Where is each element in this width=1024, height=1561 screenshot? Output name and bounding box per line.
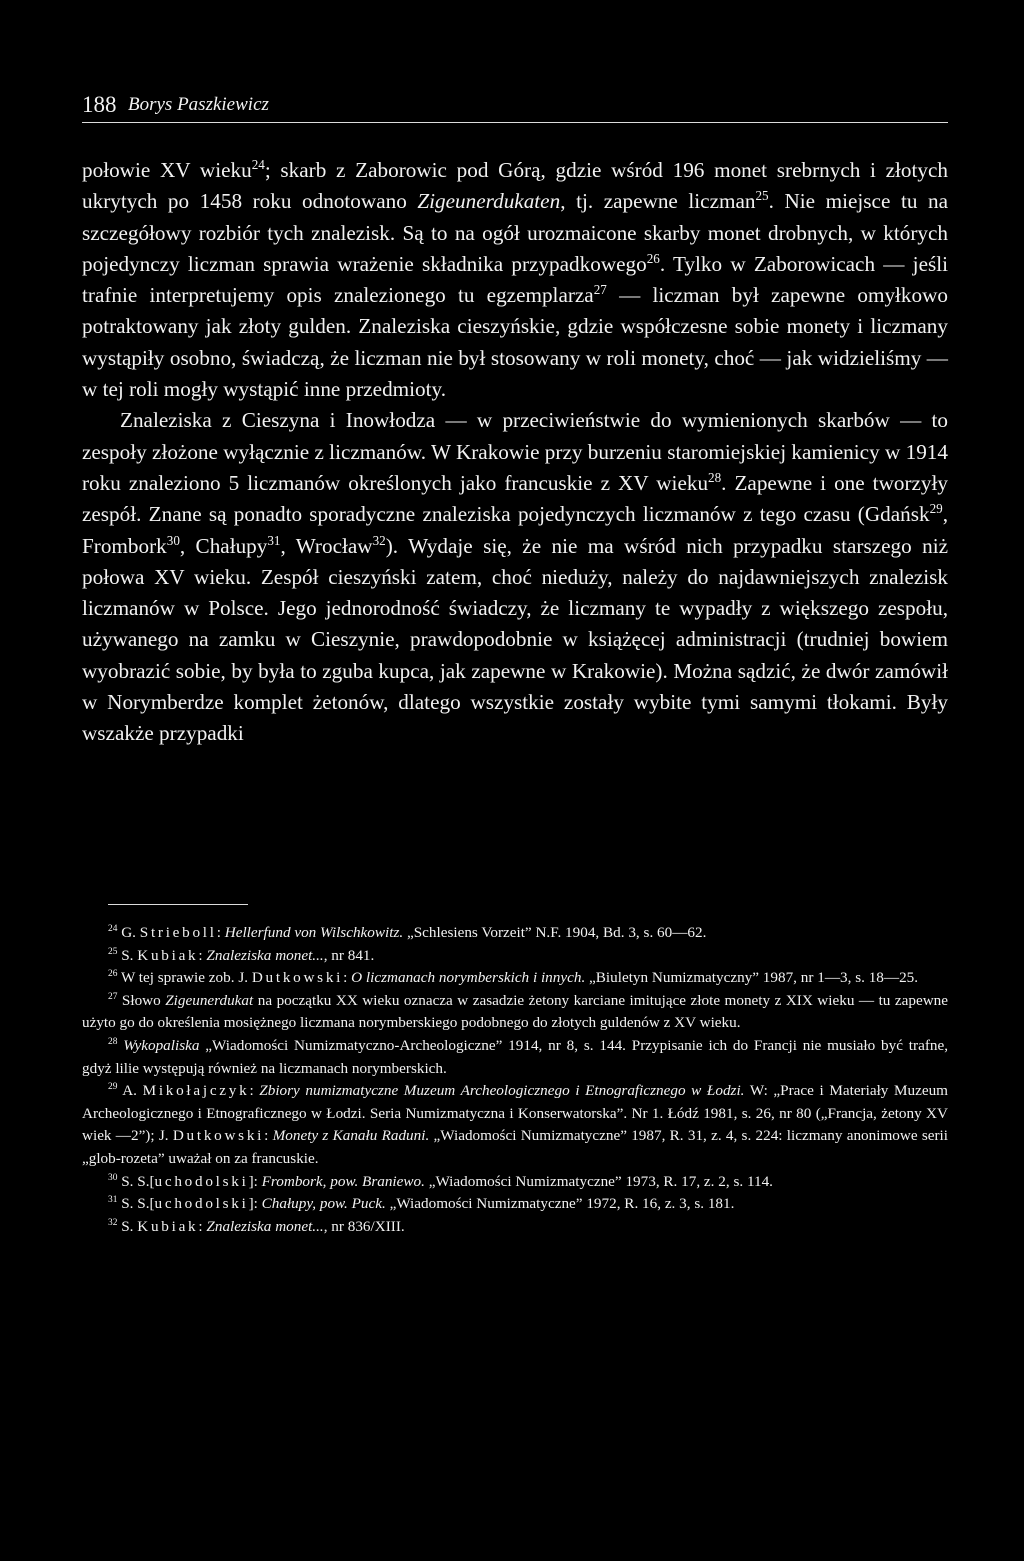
text: , Chałupy — [179, 533, 268, 558]
work-title: Wykopaliska — [123, 1036, 200, 1054]
paragraph-1 — [82, 155, 948, 405]
author-name: Kubiak — [137, 946, 199, 964]
footnote-31 — [82, 1193, 948, 1216]
text: „Biuletyn Numizmatyczny” 1987, nr 1—3, s. 18—25. — [585, 969, 919, 987]
page-number: 188 — [82, 92, 117, 117]
footnote-divider — [108, 904, 248, 905]
work-title: O liczmanach norymberskich i innych. — [351, 969, 586, 987]
footnote-ref-29: 29 — [929, 501, 943, 517]
author-name: Mikołajczyk — [142, 1082, 250, 1100]
footnote-ref-28: 28 — [708, 469, 722, 485]
text: . Nie miejsce tu na szczegółowy rozbiór tych znalezisk. Są to na ogół urozmaicone skarby monet drobnych, w których pojedynczy liczman sprawia wrażenie składnika przypadkowego — [82, 189, 949, 276]
text: : — [249, 1082, 260, 1100]
footnote-number: 30 — [108, 1172, 118, 1183]
text: — liczman był zapewne omyłkowo potraktowany jak złoty gulden. Znaleziska cieszyńskie, gdzie współczesne sobie monety i liczmany wystąpiły osobno, świadczą, że liczman nie był stosowany w roli monety, choć — jak widzieliśmy — w tej roli mogły wystąpić inne przedmioty. — [82, 283, 949, 402]
work-title: Zbiory numizmatyczne Muzeum Archeologicznego i Etnograficznego w Łodzi. — [259, 1082, 745, 1100]
text: S. — [121, 1217, 138, 1235]
footnote-number: 29 — [108, 1082, 118, 1093]
text: ). Wydaje się, że nie ma wśród nich przypadku starszego niż połowa XV wieku. Zespół cieszyński zatem, choć nieduży, należy do najdawniejszych znalezisk liczmanów w Polsce. Jego jednorodność świadczy, że liczmany te wypadły z większego zespołu, używanego na zamku w Cieszynie, prawdopodobnie w książęcej administracji (trudniej bowiem wyobrazić sobie, by była to zguba kupca, jak zapewne w Krakowie). Można sądzić, że dwór zamówił w Norymberdze komplet żetonów, dlatego wszystkie zostały wybite tymi samymi tłokami. Były wszakże przypadki — [82, 533, 948, 746]
footnotes — [82, 922, 948, 1238]
text: „Wiadomości Numizmatyczne” 1972, R. 16, z. 3, s. 181. — [385, 1195, 735, 1213]
text: , nr 836/XIII. — [323, 1217, 405, 1235]
footnote-ref-24: 24 — [251, 156, 265, 172]
text: połowie XV wieku — [82, 158, 252, 182]
text: Znaleziska z Cieszyna i Inowłodza — w przeciwieństwie do wymienionych skarbów — to zespoły złożone wyłącznie z liczmanów. W Krakowie przy burzeniu staromiejskiej kamienicy w 1914 roku znaleziono 5 liczmanów określonych jako francuskie z XV wieku — [82, 408, 948, 495]
work-title: Znaleziska monet... — [206, 946, 324, 964]
author-name: Strieboll — [139, 924, 217, 941]
text: G. — [121, 924, 140, 941]
body-text — [82, 155, 948, 750]
text: ]: — [248, 1195, 262, 1213]
text: . Tylko w Zaborowicach — jeśli trafnie interpretujemy opis znalezionego tu egzemplarza — [82, 251, 948, 308]
text: S. — [121, 946, 138, 964]
footnote-30 — [82, 1171, 948, 1194]
author-name: uchodolski — [154, 1172, 249, 1190]
text: W tej sprawie zob. J. — [120, 969, 252, 987]
text: , tj. zapewne liczman — [560, 189, 756, 214]
author-name: Kubiak — [137, 1217, 199, 1235]
text: , nr 841. — [323, 946, 375, 964]
italic-term: Zigeunerdukaten — [417, 189, 561, 214]
author-name: Dutkowski — [172, 1127, 265, 1145]
footnote-24 — [82, 922, 948, 945]
footnote-28 — [82, 1035, 948, 1080]
text: ; skarb z Zaborowic pod Górą, gdzie wśród 196 monet srebrnych i złotych ukrytych po 1458 roku odnotowano — [82, 158, 949, 214]
paragraph-2 — [82, 405, 948, 749]
footnote-ref-25: 25 — [755, 188, 769, 204]
footnote-number: 25 — [108, 946, 118, 957]
text: : — [343, 969, 352, 987]
footnote-29 — [82, 1080, 948, 1170]
footnote-number: 31 — [108, 1195, 118, 1206]
text: S. S.[ — [121, 1195, 155, 1213]
italic-term: Zigeunerdukat — [165, 991, 254, 1009]
text: . Zapewne i one tworzyły zespół. Znane są ponadto sporadyczne znaleziska pojedynczych liczmanów z tego czasu (Gdańsk — [82, 470, 949, 527]
work-title: Chałupy, pow. Puck. — [261, 1195, 386, 1213]
footnote-ref-31: 31 — [267, 532, 281, 548]
footnote-ref-30: 30 — [166, 532, 180, 548]
text: , Wrocław — [280, 533, 373, 558]
text: : — [264, 1127, 273, 1145]
footnote-number: 24 — [108, 923, 118, 934]
footnote-number: 28 — [108, 1036, 118, 1047]
text: „Wiadomości Numizmatyczne” 1987, R. 31, z. 4, s. 224: liczmany anonimowe serii „glob-rozeta” uważał on za francuskie. — [82, 1127, 948, 1167]
author-name: Dutkowski — [251, 969, 344, 987]
text: S. S.[ — [121, 1172, 155, 1190]
text: A. — [122, 1082, 143, 1100]
text: na początku XX wieku oznacza w zasadzie żetony karciane imitujące złote monety z XIX wieku — tu zapewne użyto go do określenia mosiężnego liczmana norymberskiego podobnego do złotych guldenów z XV wieku. — [82, 991, 949, 1032]
running-head: Borys Paszkiewicz — [128, 94, 269, 115]
text: : — [198, 946, 207, 964]
footnote-number: 27 — [108, 991, 118, 1002]
footnote-ref-26: 26 — [646, 250, 660, 266]
text: : — [216, 924, 225, 941]
footnote-32 — [82, 1216, 948, 1239]
footnote-26 — [82, 967, 948, 990]
author-name: uchodolski — [154, 1195, 249, 1213]
text: „Wiadomości Numizmatyczne” 1973, R. 17, z. 2, s. 114. — [424, 1172, 773, 1190]
page-header — [82, 92, 948, 123]
footnote-27 — [82, 990, 948, 1035]
work-title: Hellerfund von Wilschkowitz. — [224, 924, 404, 941]
work-title: Monety z Kanału Raduni. — [272, 1127, 430, 1145]
text: ]: — [248, 1172, 262, 1190]
text: „Wiadomości Numizmatyczno-Archeologiczne” 1914, nr 8, s. 144. Przypisanie ich do Francji nie musiało być trafne, gdyż lilie występują również na liczmanach norymberskich. — [82, 1036, 949, 1077]
text: „Schlesiens Vorzeit” N.F. 1904, Bd. 3, s. 60—62. — [403, 924, 707, 941]
footnote-number: 32 — [108, 1217, 118, 1228]
text: W: „Prace i Materiały Muzeum Archeologicznego i Etnograficznego w Łodzi. Seria Numizmatyczna i Konserwatorska”. Nr 1. Łódź 1981, s. 26, nr 80 („Francja, żetony XV wiek —2”); J. — [82, 1082, 948, 1145]
work-title: Frombork, pow. Braniewo. — [261, 1172, 425, 1190]
footnote-ref-27: 27 — [593, 282, 607, 298]
work-title: Znaleziska monet... — [206, 1217, 324, 1235]
text: Słowo — [121, 991, 166, 1009]
footnote-25 — [82, 945, 948, 968]
text: , Frombork — [82, 502, 948, 558]
footnote-number: 26 — [108, 969, 118, 980]
footnote-ref-32: 32 — [372, 532, 386, 548]
text: : — [198, 1217, 207, 1235]
